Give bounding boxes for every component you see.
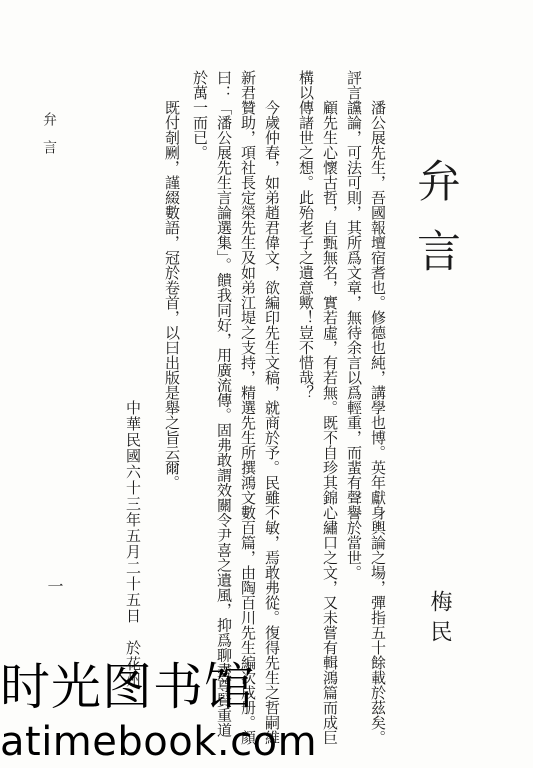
page-number: 一	[45, 578, 64, 594]
body-column-1: 潘公展先生，吾國報壇宿耆也。修德也純，講學也博。英年獻身輿論之場，彈指五十餘載於茲矣。	[369, 100, 387, 745]
body-column-6: 新君贊助，項社長定榮先生及如弟江堤之支持，精選先生所撰鴻文數百篇，由陶百川先生編次成册。顏	[239, 70, 257, 745]
body-column-3: 顧先生心懷古哲，自甄無名，實若虛，有若無。既不自珍其錦心繡口之文，又未嘗有輯鴻篇而成巨	[321, 100, 339, 745]
watermark-chinese: 时光图书馆	[0, 658, 255, 716]
date-line: 中華民國六十三年五月二十五日 於花州	[124, 400, 142, 688]
author-name: 梅民	[427, 590, 452, 650]
running-head: 弁言	[41, 112, 57, 168]
body-column-5: 今歲仲春，如弟趙君偉文，欲編印先生文稿，就商於予。民雖不敏，焉敢弗從。復得先生之哲嗣維	[263, 100, 281, 745]
body-column-7: 曰：「潘公展先生言論選集」。饋我同好，用廣流傳。固弗敢謂效關令尹喜之遺風，抑爲聊盡尊賢重道	[215, 70, 233, 738]
body-column-4: 構以傳諸世之想。此殆老子之遺意歟！豈不惜哉？	[297, 70, 315, 400]
page-title: 弁言	[409, 158, 460, 298]
body-column-2: 評言讜論，可法可則，其所爲文章，無待余言以爲輕重，而蜚有聲譽於當世。	[345, 70, 363, 580]
body-column-8: 於萬一而已。	[191, 70, 209, 160]
body-column-9: 既付剞劂，謹綴數語，冠於卷首，以曰出版是舉之旨云爾。	[163, 100, 181, 490]
watermark-url: atimebook.com	[0, 719, 318, 765]
